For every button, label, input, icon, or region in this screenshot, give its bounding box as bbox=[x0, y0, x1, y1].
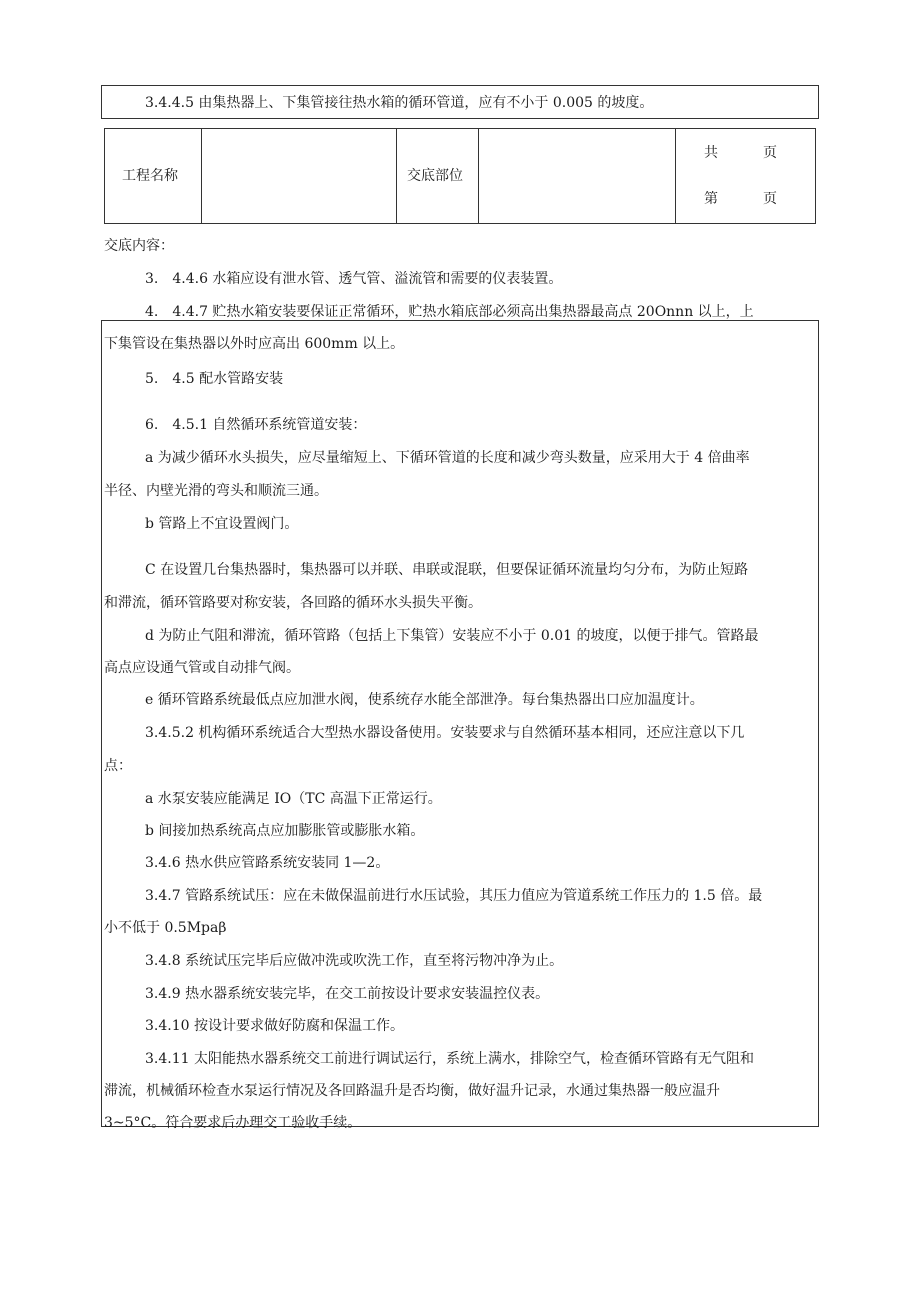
text-line: b 管路上不宜设置阀门。 bbox=[145, 516, 299, 532]
header-divider-1 bbox=[201, 128, 202, 224]
text-line: a 为减少循环水头损失，应尽量缩短上、下循环管道的长度和减少弯头数量，应采用大于 4 倍曲率 bbox=[145, 450, 750, 466]
text-line: e 循环管路系统最低点应加泄水阀，使系统存水能全部泄净。每台集热器出口应加温度计。 bbox=[145, 692, 704, 708]
text-line: 小不低于 0.5Mpaβ bbox=[104, 920, 227, 936]
text-line: 3.4.5.2 机构循环系统适合大型热水器设备使用。安装要求与自然循环基本相同，还应注意以下几 bbox=[145, 725, 745, 741]
page-number-label: 第 bbox=[704, 191, 718, 207]
text-line: 3.4.7 管路系统试压：应在未做保温前进行水压试验，其压力值应为管道系统工作压力的 1.5 倍。最 bbox=[145, 888, 763, 904]
handover-part-label: 交底部位 bbox=[407, 168, 463, 184]
text-line: d 为防止气阻和滞流，循环管路（包括上下集管）安装应不小于 0.01 的坡度，以便于排气。管路最 bbox=[145, 628, 759, 644]
total-pages-label: 共 bbox=[704, 145, 718, 161]
text-line: 滞流，机械循环检查水泵运行情况及各回路温升是否均衡，做好温升记录，水通过集热器一般应温升 bbox=[104, 1083, 720, 1099]
text-line: 和滞流，循环管路要对称安装，各回路的循环水头损失平衡。 bbox=[104, 595, 482, 611]
text-line: 6. 4.5.1 自然循环系统管道安装： bbox=[145, 417, 367, 433]
text-line: 3.4.8 系统试压完毕后应做冲洗或吹洗工作，直至将污物冲净为止。 bbox=[145, 953, 564, 969]
text-line: 3. 4.4.6 水箱应设有泄水管、透气管、溢流管和需要的仪表装置。 bbox=[145, 271, 563, 287]
project-name-label: 工程名称 bbox=[122, 168, 178, 184]
text-line: a 水泵安装应能满足 IO（TC 高温下正常运行。 bbox=[145, 791, 442, 807]
text-line: 3.4.11 太阳能热水器系统交工前进行调试运行，系统上满水，排除空气，检查循环管路有无气阻和 bbox=[145, 1051, 754, 1067]
text-line: 4. 4.4.7 贮热水箱安装要保证正常循环，贮热水箱底部必须高出集热器最高点 20Onnn 以上，上 bbox=[145, 304, 754, 320]
content-label: 交底内容： bbox=[104, 238, 174, 254]
text-line: C 在设置几台集热器时，集热器可以并联、串联或混联，但要保证循环流量均匀分布，为防止短路 bbox=[145, 562, 749, 578]
text-line: 5. 4.5 配水管路安装 bbox=[145, 371, 284, 387]
text-line: b 间接加热系统高点应加膨胀管或膨胀水箱。 bbox=[145, 823, 425, 839]
header-divider-3 bbox=[478, 128, 479, 224]
top-note-text: 3.4.4.5 由集热器上、下集管接往热水箱的循环管道，应有不小于 0.005 的坡度。 bbox=[145, 95, 654, 111]
text-line: 3.4.9 热水器系统安装完毕，在交工前按设计要求安装温控仪表。 bbox=[145, 986, 550, 1002]
page-number-unit: 页 bbox=[763, 191, 777, 207]
text-line: 高点应设通气管或自动排气阀。 bbox=[104, 660, 300, 676]
text-line: 半径、内壁光滑的弯头和顺流三通。 bbox=[104, 483, 328, 499]
text-line: 下集管设在集热器以外时应高出 600mm 以上。 bbox=[104, 336, 405, 352]
text-line: 3.4.6 热水供应管路系统安装同 1—2。 bbox=[145, 855, 390, 871]
header-divider-4 bbox=[675, 128, 676, 224]
text-line: 3~5°C。符合要求后办理交工验收手续。 bbox=[104, 1115, 362, 1131]
total-pages-unit: 页 bbox=[763, 145, 777, 161]
text-line: 点： bbox=[104, 758, 132, 774]
text-line: 3.4.10 按设计要求做好防腐和保温工作。 bbox=[145, 1018, 404, 1034]
header-divider-2 bbox=[396, 128, 397, 224]
